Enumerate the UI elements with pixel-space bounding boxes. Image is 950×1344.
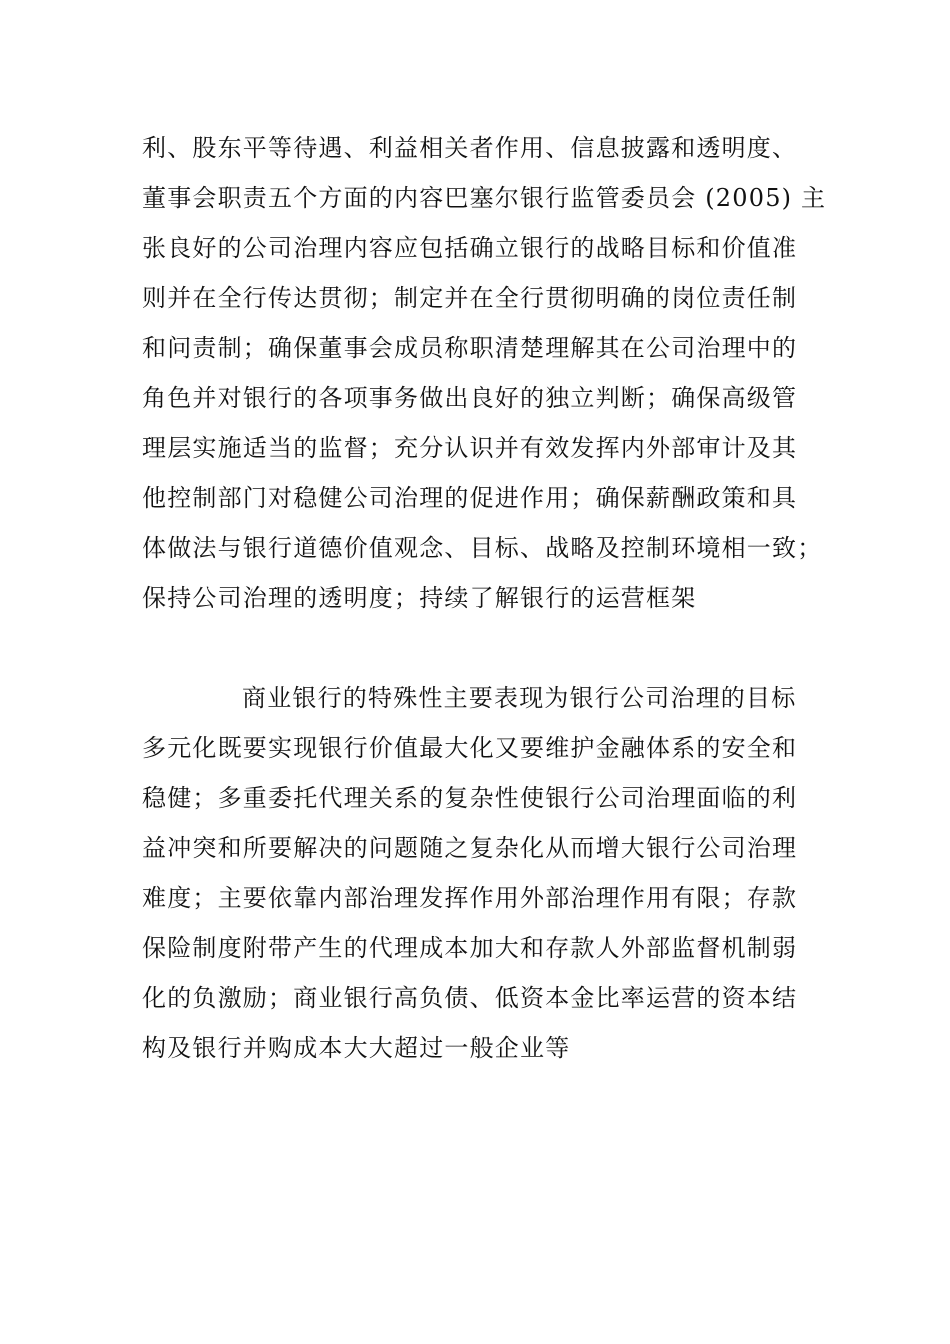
text-line: 构及银行并购成本大大超过一般企业等: [142, 1034, 571, 1062]
text-line: 益冲突和所要解决的问题随之复杂化从而增大银行公司治理: [142, 834, 798, 862]
text-line: 张良好的公司治理内容应包括确立银行的战略目标和价值准: [142, 234, 798, 262]
text-line: 保持公司治理的透明度；持续了解银行的运营框架: [142, 584, 697, 612]
text-line: 利、股东平等待遇、利益相关者作用、信息披露和透明度、: [142, 134, 798, 162]
text-line: 商业银行的特殊性主要表现为银行公司治理的目标: [242, 684, 797, 712]
text-line: 则并在全行传达贯彻；制定并在全行贯彻明确的岗位责任制: [142, 284, 798, 312]
text-line: 他控制部门对稳健公司治理的促进作用；确保薪酬政策和具: [142, 484, 798, 512]
text-line: 难度；主要依靠内部治理发挥作用外部治理作用有限；存款: [142, 884, 798, 912]
text-line: 角色并对银行的各项事务做出良好的独立判断；确保高级管: [142, 384, 798, 412]
text-line: 化的负激励；商业银行高负债、低资本金比率运营的资本结: [142, 984, 798, 1012]
text-line: 体做法与银行道德价值观念、目标、战略及控制环境相一致；: [142, 534, 823, 562]
text-line: 理层实施适当的监督；充分认识并有效发挥内外部审计及其: [142, 434, 798, 462]
text-line: 董事会职责五个方面的内容巴塞尔银行监管委员会 (2005) 主: [142, 184, 827, 212]
text-line: 多元化既要实现银行价值最大化又要维护金融体系的安全和: [142, 734, 798, 762]
text-line: 稳健；多重委托代理关系的复杂性使银行公司治理面临的利: [142, 784, 798, 812]
text-line: 和问责制；确保董事会成员称职清楚理解其在公司治理中的: [142, 334, 798, 362]
text-line: 保险制度附带产生的代理成本加大和存款人外部监督机制弱: [142, 934, 798, 962]
